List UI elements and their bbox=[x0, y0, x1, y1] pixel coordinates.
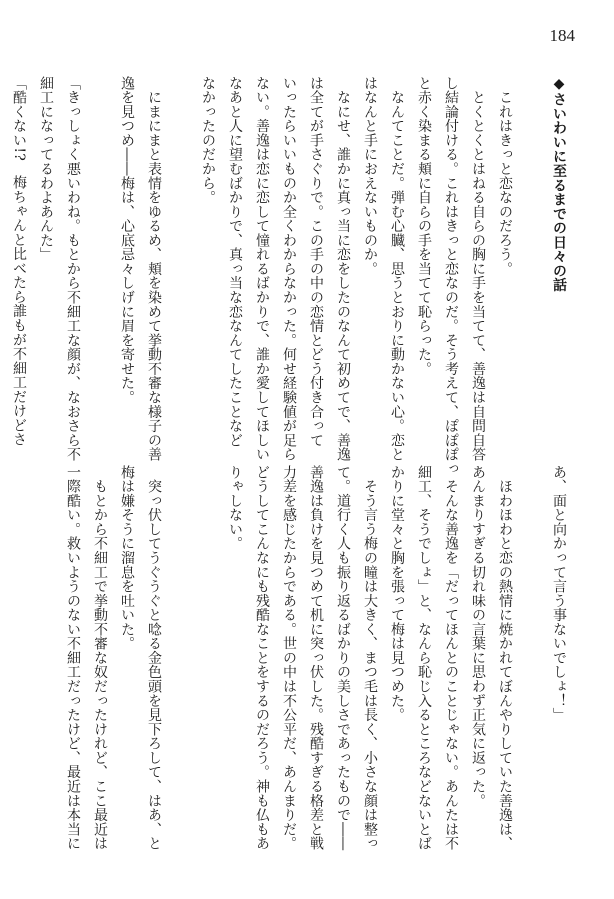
text-line: かりに堂々と胸を張って梅は見つめた。 bbox=[389, 465, 405, 723]
text-line: これはきっと恋なのだろう。 bbox=[497, 76, 513, 276]
text-line: 善逸は負けを見つめて机に突っ伏した。残酷すぎる格差と戦 bbox=[308, 465, 324, 851]
text-line: 力差を感じたからである。世の中は不公平だ、あんまりだ。 bbox=[281, 465, 297, 851]
text-line: と赤く染まる頬に自らの手を当てて恥らった。 bbox=[416, 76, 432, 376]
column-spacer bbox=[86, 76, 113, 431]
text-line: 「酷くない!? 梅ちゃんと比べたら誰もが不細工だけどさ bbox=[11, 76, 27, 447]
upper-text-block bbox=[11, 76, 572, 476]
text-line: なにせ、誰かに真っ当に恋をしたのなんて初めてで、善逸 bbox=[335, 76, 351, 462]
text-line: あんまりすぎる切れ味の言葉に思わず正気に返った。 bbox=[470, 465, 486, 808]
text-line: はなんと手におえないものか。 bbox=[362, 76, 378, 276]
text-line: もとから不細工で挙動不審な奴だったけれど、ここ最近は bbox=[92, 465, 108, 851]
text-line: 逸を見つめ――梅は、心底忌々しげに眉を寄せた。 bbox=[119, 76, 135, 405]
text-line: は全てが手さぐりで。この手の中の恋情とどう付き合って bbox=[308, 76, 324, 448]
page-number: 184 bbox=[549, 26, 575, 45]
text-line: て。道行く人も振り返るばかりの美しさであったもので―― bbox=[335, 465, 351, 851]
text-line: ない。善逸は恋に恋して憧れるばかりで、誰か愛してほしい bbox=[254, 76, 270, 462]
text-line: とくとくとはねる自らの胸に手を当てて、善逸は自問自答 bbox=[470, 76, 486, 462]
text-line: し結論付ける。これはきっと恋なのだ。そう考えて、ぽぽぽっ bbox=[443, 76, 459, 476]
text-line: にまにまと表情をゆるめ、頬を染めて挙動不審な様子の善 bbox=[146, 76, 162, 462]
text-line: あ、面と向かって言う事ないでしょ！」 bbox=[551, 465, 567, 723]
text-line: 「きっしょく悪いわね。もとから不細工な顔が、なおさら不 bbox=[65, 76, 81, 462]
lower-text-block bbox=[65, 465, 572, 851]
text-line: なあと人に望むばかりで、真っ当な恋なんてしたことなど bbox=[227, 76, 243, 448]
text-line: なんてことだ。弾む心臓、思うとおりに動かない心。恋と bbox=[389, 76, 405, 462]
text-line: なかったのだから。 bbox=[200, 76, 216, 205]
text-line: りゃしない。 bbox=[227, 465, 243, 551]
text-line: ほわほわと恋の熱情に焼かれてぼんやりしていた善逸は、 bbox=[497, 465, 513, 851]
column-spacer bbox=[518, 465, 545, 820]
text-line: 突っ伏してうぐうぐと唸る金色頭を見下ろして、はあ、と bbox=[146, 465, 162, 851]
text-line: 細工、そうでしょ」と、なんら恥じ入るところなどないとば bbox=[416, 465, 432, 851]
text-line: そう言う梅の瞳は大きく、まつ毛は長く、小さな顔は整っ bbox=[362, 465, 378, 851]
column-spacer bbox=[167, 465, 194, 820]
section-heading: ◆さいわいに至るまでの日々の話 bbox=[551, 76, 567, 293]
text-line: 梅は嫌そうに溜息を吐いた。 bbox=[119, 465, 135, 651]
column-spacer bbox=[194, 465, 221, 820]
text-line: 細工になってるわよあんた」 bbox=[38, 76, 54, 262]
text-line: どうしてこんなにも残酷なことをするのだろう。神も仏もあ bbox=[254, 465, 270, 851]
text-line: そんな善逸を「だってほんとのことじゃない。あんたは不 bbox=[443, 465, 459, 851]
column-spacer bbox=[518, 76, 545, 431]
text-line: 一際酷い。救いようのない不細工だったけど、最近は本当に bbox=[65, 465, 81, 851]
text-line: いったらいいものか全くわからなかった。何せ経験値が足ら bbox=[281, 76, 297, 462]
column-spacer bbox=[167, 76, 194, 431]
